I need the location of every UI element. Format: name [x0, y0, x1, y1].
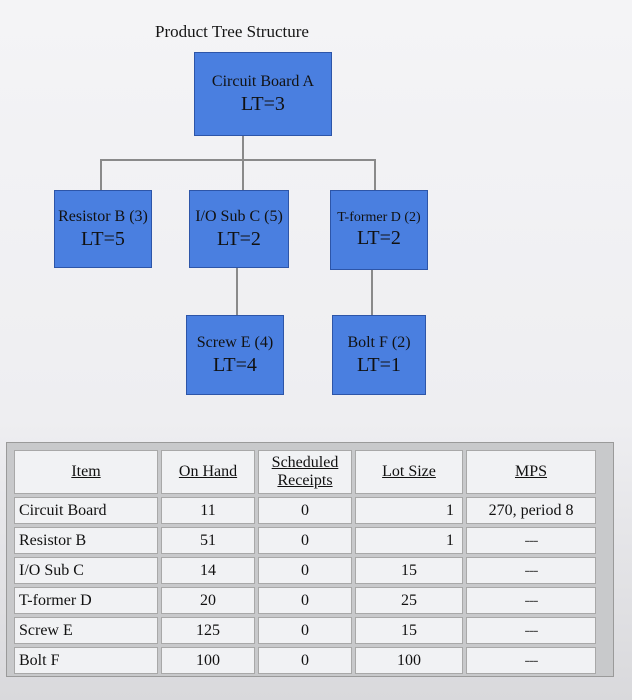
- root-down-line: [242, 134, 244, 160]
- cell-receipts: 0: [258, 587, 352, 614]
- header-on-hand: On Hand: [161, 450, 255, 494]
- node-name: T-former D (2): [337, 209, 421, 225]
- node-tformer-d: [330, 190, 428, 270]
- node-lead-time: LT=2: [357, 227, 401, 250]
- cell-on-hand: 20: [161, 587, 255, 614]
- header-item: Item: [14, 450, 158, 494]
- inventory-table: [11, 447, 599, 677]
- node-screw-e: [186, 315, 284, 395]
- cell-mps: ---: [466, 527, 596, 554]
- inventory-table-frame: [6, 442, 614, 677]
- cell-receipts: 0: [258, 527, 352, 554]
- cell-lot-size: 1: [355, 497, 463, 524]
- cell-mps: ---: [466, 617, 596, 644]
- cell-item: I/O Sub C: [14, 557, 158, 584]
- tformer-d-up-line: [374, 159, 376, 191]
- table-row: [14, 497, 596, 524]
- node-io-sub-c: [189, 190, 289, 268]
- cell-mps: ---: [466, 557, 596, 584]
- cell-receipts: 0: [258, 647, 352, 674]
- cell-item: Resistor B: [14, 527, 158, 554]
- node-bolt-f: [332, 315, 426, 395]
- cell-on-hand: 11: [161, 497, 255, 524]
- cell-on-hand: 51: [161, 527, 255, 554]
- node-name: Circuit Board A: [211, 73, 315, 91]
- node-name: I/O Sub C (5): [195, 208, 283, 226]
- node-name: Resistor B (3): [58, 208, 148, 226]
- table-row: [14, 617, 596, 644]
- header-lot-size: Lot Size: [355, 450, 463, 494]
- cell-lot-size: 25: [355, 587, 463, 614]
- io-sub-c-down-line: [236, 267, 238, 315]
- node-resistor-b: [54, 190, 152, 268]
- cell-mps: ---: [466, 587, 596, 614]
- table-header-row: [14, 450, 596, 494]
- node-lead-time: LT=2: [217, 227, 261, 250]
- cell-receipts: 0: [258, 497, 352, 524]
- cell-on-hand: 125: [161, 617, 255, 644]
- cell-lot-size: 100: [355, 647, 463, 674]
- table-row: [14, 527, 596, 554]
- cell-item: T-former D: [14, 587, 158, 614]
- header-mps: MPS: [466, 450, 596, 494]
- level1-horizontal-line: [100, 159, 375, 161]
- cell-lot-size: 15: [355, 617, 463, 644]
- node-lead-time: LT=1: [357, 353, 401, 376]
- cell-on-hand: 14: [161, 557, 255, 584]
- node-lead-time: LT=4: [213, 353, 257, 376]
- cell-on-hand: 100: [161, 647, 255, 674]
- node-name: Screw E (4): [196, 334, 274, 352]
- cell-item: Screw E: [14, 617, 158, 644]
- resistor-b-up-line: [100, 159, 102, 191]
- header-scheduled-line2: Receipts: [277, 472, 333, 489]
- table-row: [14, 557, 596, 584]
- cell-receipts: 0: [258, 617, 352, 644]
- table-row: [14, 647, 596, 674]
- header-scheduled-receipts: [258, 450, 352, 494]
- node-lead-time: LT=3: [241, 92, 285, 115]
- io-sub-c-up-line: [242, 159, 244, 191]
- header-scheduled-line1: Scheduled: [271, 454, 339, 471]
- page-title: Product Tree Structure: [155, 22, 309, 41]
- node-lead-time: LT=5: [81, 227, 125, 250]
- node-circuit-board-a: [194, 52, 332, 136]
- tformer-d-down-line: [371, 270, 373, 315]
- cell-mps: ---: [466, 647, 596, 674]
- cell-lot-size: 15: [355, 557, 463, 584]
- table-row: [14, 587, 596, 614]
- cell-item: Circuit Board: [14, 497, 158, 524]
- cell-item: Bolt F: [14, 647, 158, 674]
- cell-lot-size: 1: [355, 527, 463, 554]
- cell-receipts: 0: [258, 557, 352, 584]
- cell-mps: 270, period 8: [466, 497, 596, 524]
- node-name: Bolt F (2): [347, 334, 411, 352]
